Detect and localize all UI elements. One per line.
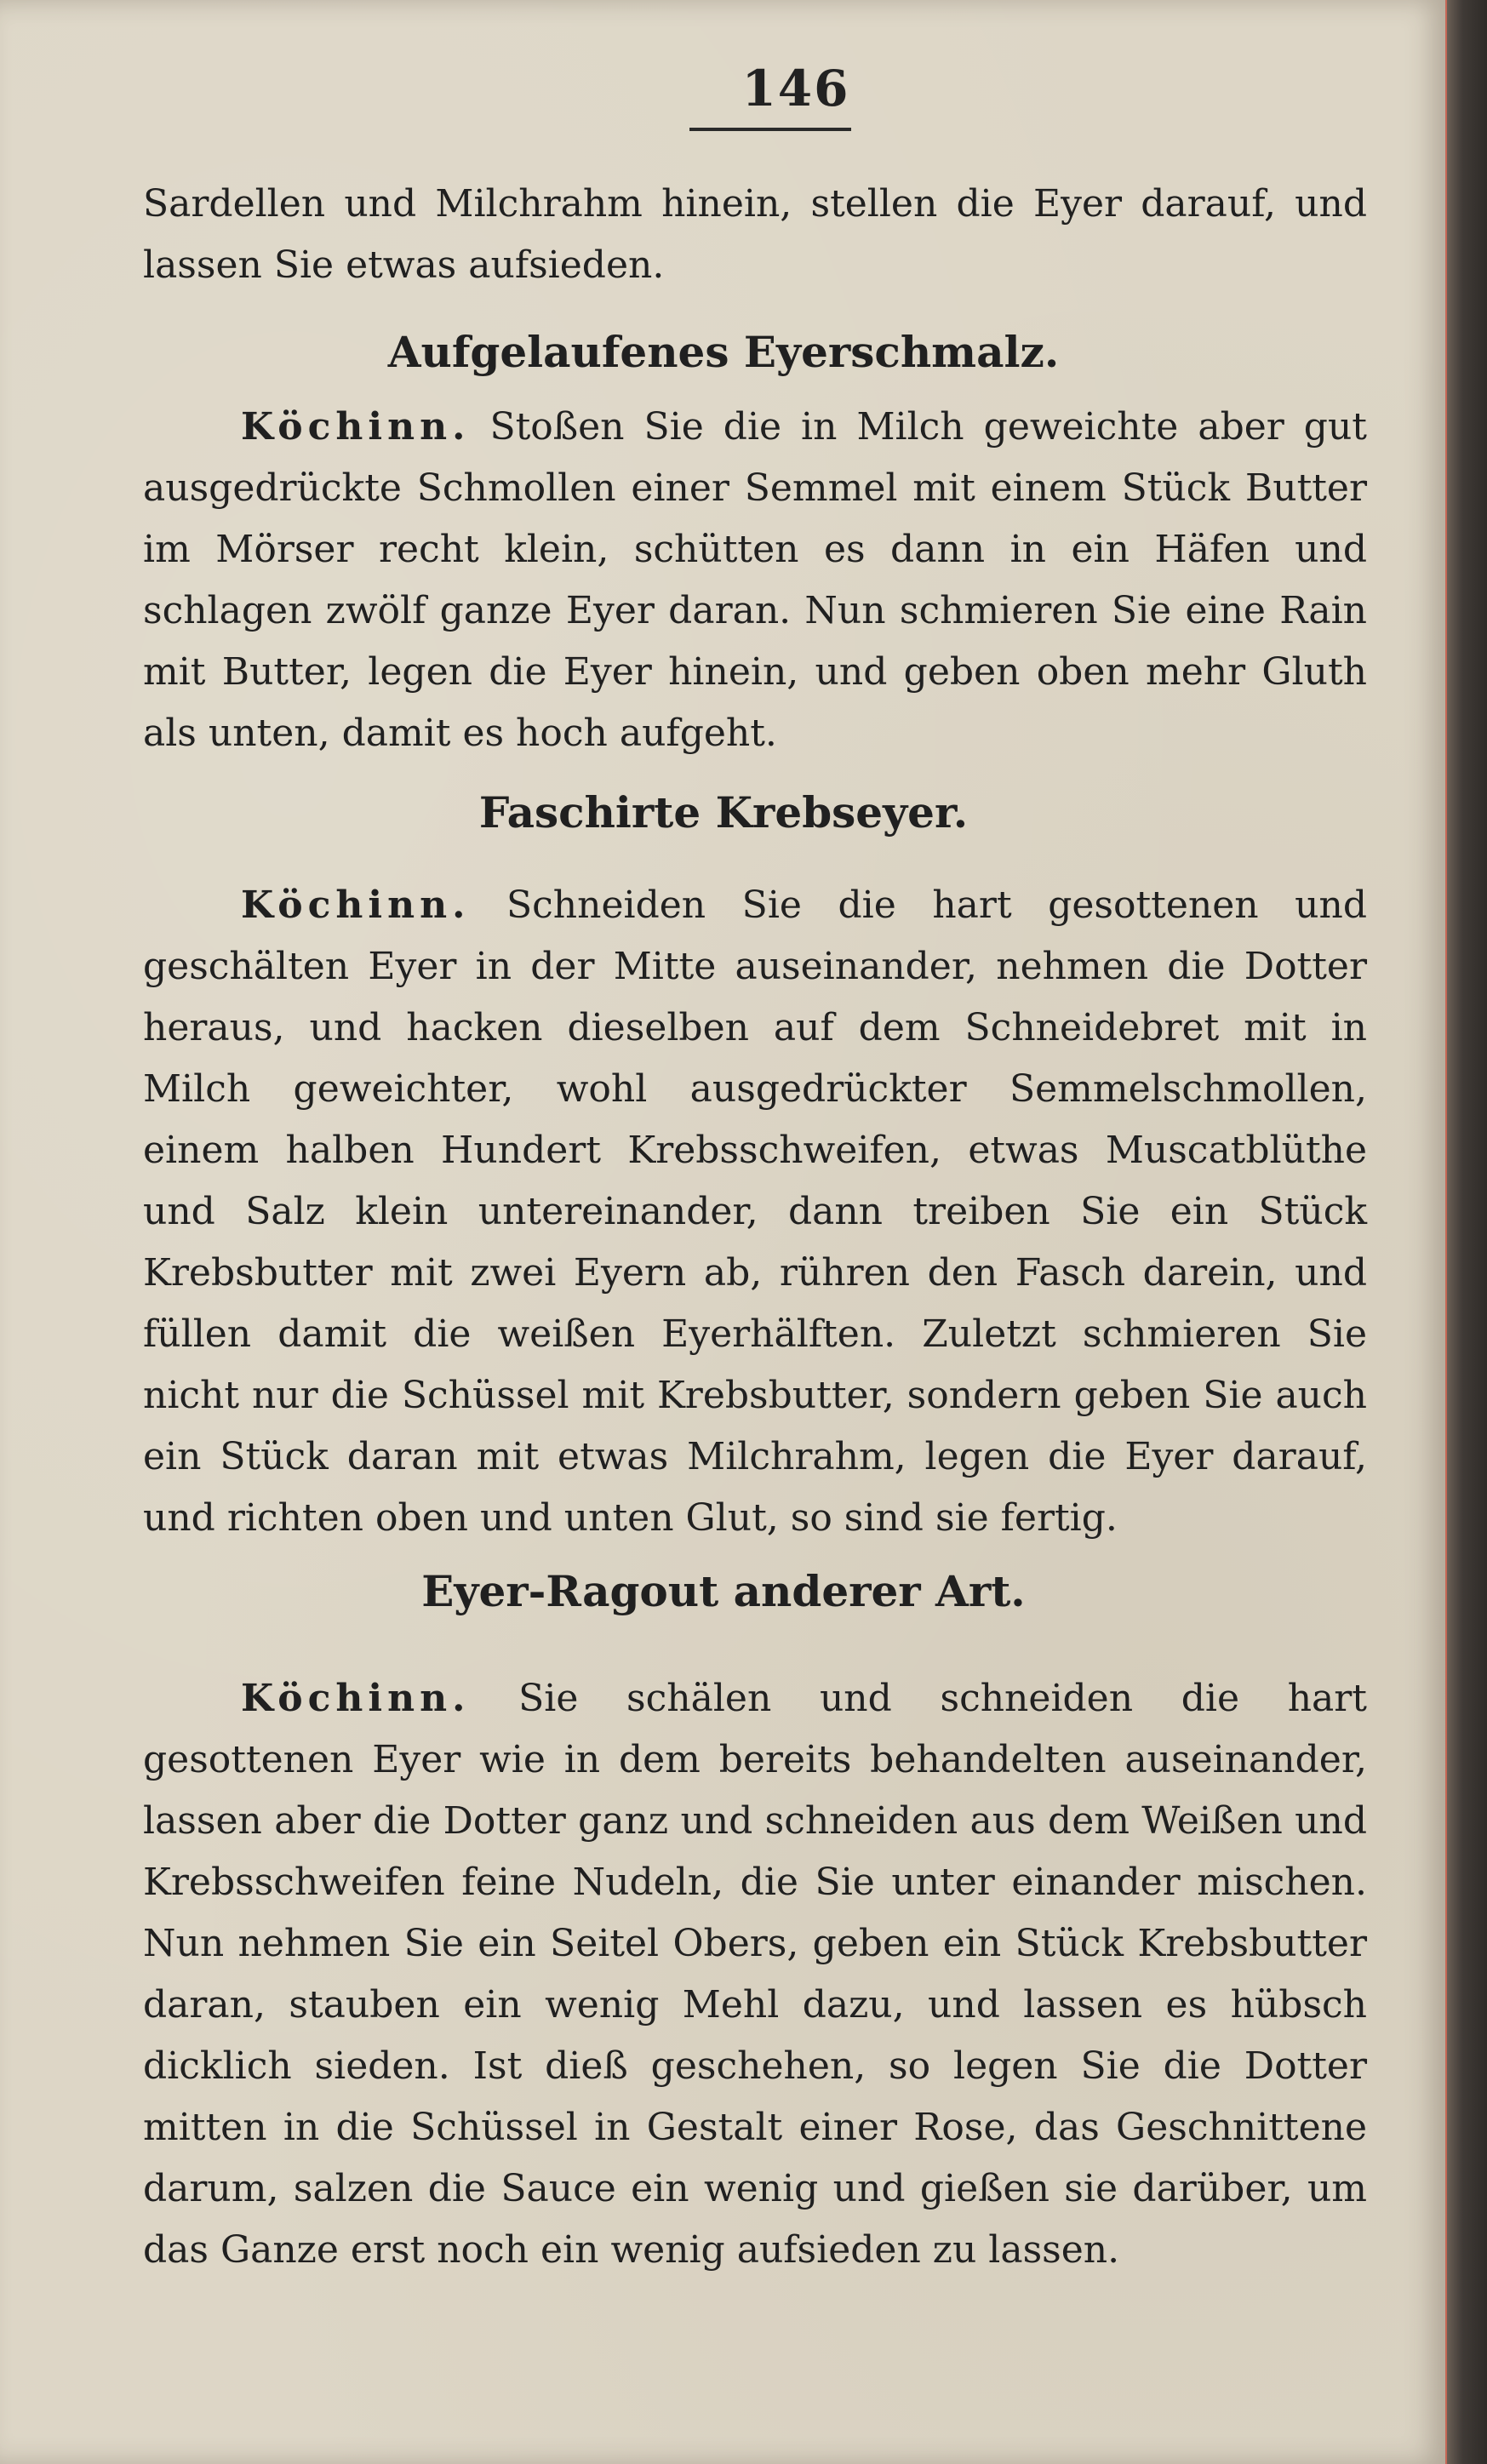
paragraph-body: Sie schälen und schneiden die hart gesottenen Eyer wie in dem bereits behandelten auseinander, lassen aber die Dotter ganz und schneiden aus dem Weißen und Krebsschweifen feine Nudeln, die Sie unter einander mischen. Nun nehmen Sie ein Seitel Obers, geben ein Stück Krebsbutter daran, stauben ein wenig Mehl dazu, und lassen es hübsch dicklich sieden. Ist dieß geschehen, so legen Sie die Dotter mitten in die Schüssel in Gestalt einer Rose, das Geschnittene darum, salzen die Sauce ein wenig und gießen sie darüber, um das Ganze erst noch ein wenig aufsieden zu lassen.	[143, 1677, 1367, 2272]
paragraph-body: Sardellen und Milchrahm hinein, stellen die Eyer darauf, und lassen Sie etwas aufsieden.	[143, 182, 1367, 287]
paragraph-lead: Köchinn.	[241, 1677, 471, 1720]
book-edge	[1447, 0, 1487, 2464]
section-heading: Eyer-Ragout anderer Art.	[421, 1566, 1026, 1616]
paragraph-lead: Köchinn.	[241, 405, 471, 449]
paragraph	[143, 397, 1367, 764]
section-heading: Aufgelaufenes Eyerschmalz.	[387, 327, 1060, 377]
paragraph-body: Schneiden Sie die hart gesottenen und geschälten Eyer in der Mitte auseinander, nehmen die Dotter heraus, und hacken dieselben auf dem Schneidebret mit in Milch geweichter, wohl ausgedrückter Semmelschmollen, einem halben Hundert Krebsschweifen, etwas Muscatblüthe und Salz klein untereinander, dann treiben Sie ein Stück Krebsbutter mit zwei Eyern ab, rühren den Fasch darein, und füllen damit die weißen Eyerhälften. Zuletzt schmieren Sie nicht nur die Schüssel mit Krebsbutter, sondern geben Sie auch ein Stück daran mit etwas Milchrahm, legen die Eyer darauf, und richten oben und unten Glut, so sind sie fertig.	[143, 883, 1367, 1540]
paragraph	[143, 875, 1367, 1549]
paragraph-body: Stoßen Sie die in Milch geweichte aber gut ausgedrückte Schmollen einer Semmel mit einem Stück Butter im Mörser recht klein, schütten es dann in ein Häfen und schlagen zwölf ganze Eyer daran. Nun schmieren Sie eine Rain mit Butter, legen die Eyer hinein, und geben oben mehr Gluth als unten, damit es hoch aufgeht.	[143, 405, 1367, 755]
page-number-rule	[689, 128, 851, 131]
paragraph-lead: Köchinn.	[241, 883, 471, 927]
paragraph-continuation	[143, 174, 1367, 296]
section-heading: Faschirte Krebseyer.	[478, 787, 969, 838]
paragraph	[143, 1668, 1367, 2281]
page-number: 146	[741, 60, 850, 117]
